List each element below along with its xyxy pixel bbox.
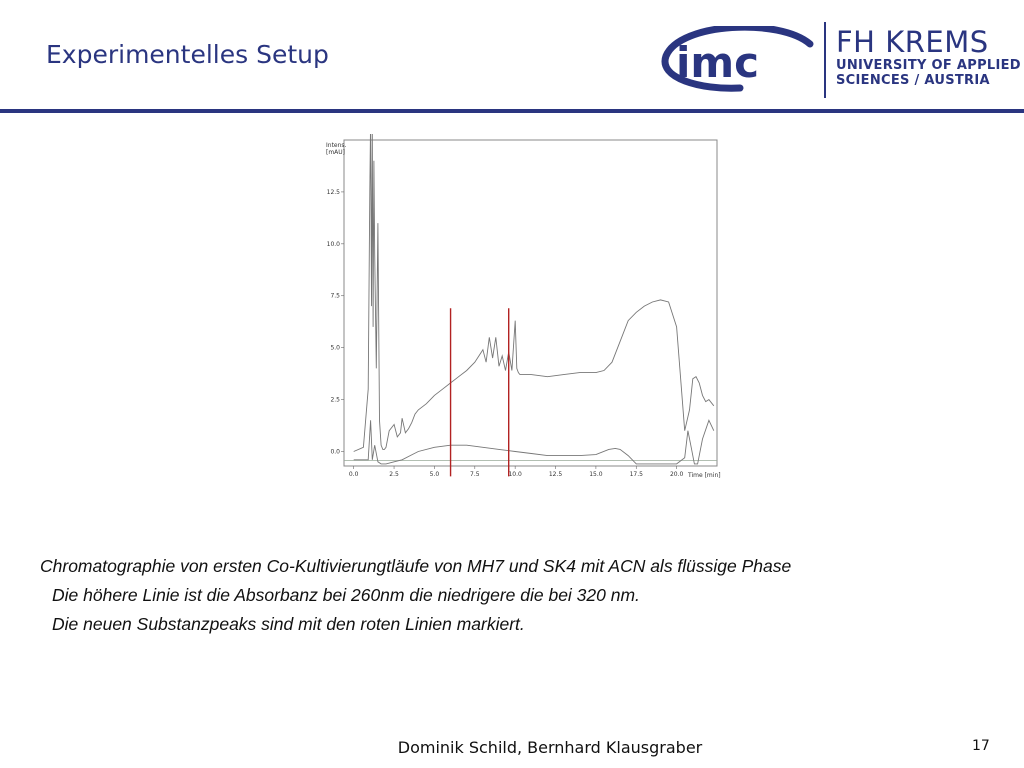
caption-line-1: Chromatographie von ersten Co-Kultivierungtläufe von MH7 und SK4 mit ACN als flüssige Phase bbox=[40, 556, 792, 576]
logo-fh-line2: UNIVERSITY OF APPLIED bbox=[836, 58, 1021, 73]
caption bbox=[40, 552, 791, 639]
x-tick-label: 15.0 bbox=[589, 471, 603, 478]
x-tick-label: 12.5 bbox=[548, 471, 563, 478]
x-tick-label: 17.5 bbox=[629, 471, 643, 478]
logo-fh-line3: SCIENCES / AUSTRIA bbox=[836, 73, 990, 88]
x-tick-label: 5.0 bbox=[429, 471, 440, 478]
y-tick-label: 7.5 bbox=[330, 292, 340, 300]
y-tick-label: 0.0 bbox=[330, 448, 340, 456]
footer-authors: Dominik Schild, Bernhard Klausgraber bbox=[397, 738, 703, 757]
fh-krems-logo bbox=[836, 26, 1021, 88]
logo-imc-text: imc bbox=[676, 38, 760, 87]
page-number: 17 bbox=[972, 738, 990, 754]
y-axis-unit: [mAU] bbox=[326, 149, 346, 156]
chart-background bbox=[318, 134, 728, 484]
x-tick-label: 10.0 bbox=[508, 471, 522, 478]
chromatogram-chart bbox=[318, 134, 728, 484]
logo-fh-line1: FH KREMS bbox=[836, 25, 989, 59]
caption-line-2: Die höhere Linie ist die Absorbanz bei 260nm die niedrigere die bei 320 nm. bbox=[52, 585, 640, 605]
header-rule bbox=[0, 109, 1024, 113]
y-tick-label: 10.0 bbox=[326, 240, 340, 248]
y-tick-label: 12.5 bbox=[326, 188, 340, 196]
x-tick-label: 0.0 bbox=[348, 471, 359, 478]
caption-line-3: Die neuen Substanzpeaks sind mit den roten Linien markiert. bbox=[52, 614, 525, 634]
y-tick-label: 2.5 bbox=[330, 396, 340, 404]
x-tick-label: 20.0 bbox=[669, 471, 684, 478]
logo-divider bbox=[824, 22, 826, 98]
y-tick-label: 5.0 bbox=[330, 344, 340, 352]
imc-logo bbox=[660, 26, 818, 92]
x-axis-label: Time [min] bbox=[688, 472, 721, 479]
x-tick-label: 7.5 bbox=[470, 471, 480, 478]
page-title: Experimentelles Setup bbox=[46, 40, 329, 69]
y-axis-label: Intens. bbox=[326, 142, 347, 149]
x-tick-label: 2.5 bbox=[389, 471, 399, 478]
